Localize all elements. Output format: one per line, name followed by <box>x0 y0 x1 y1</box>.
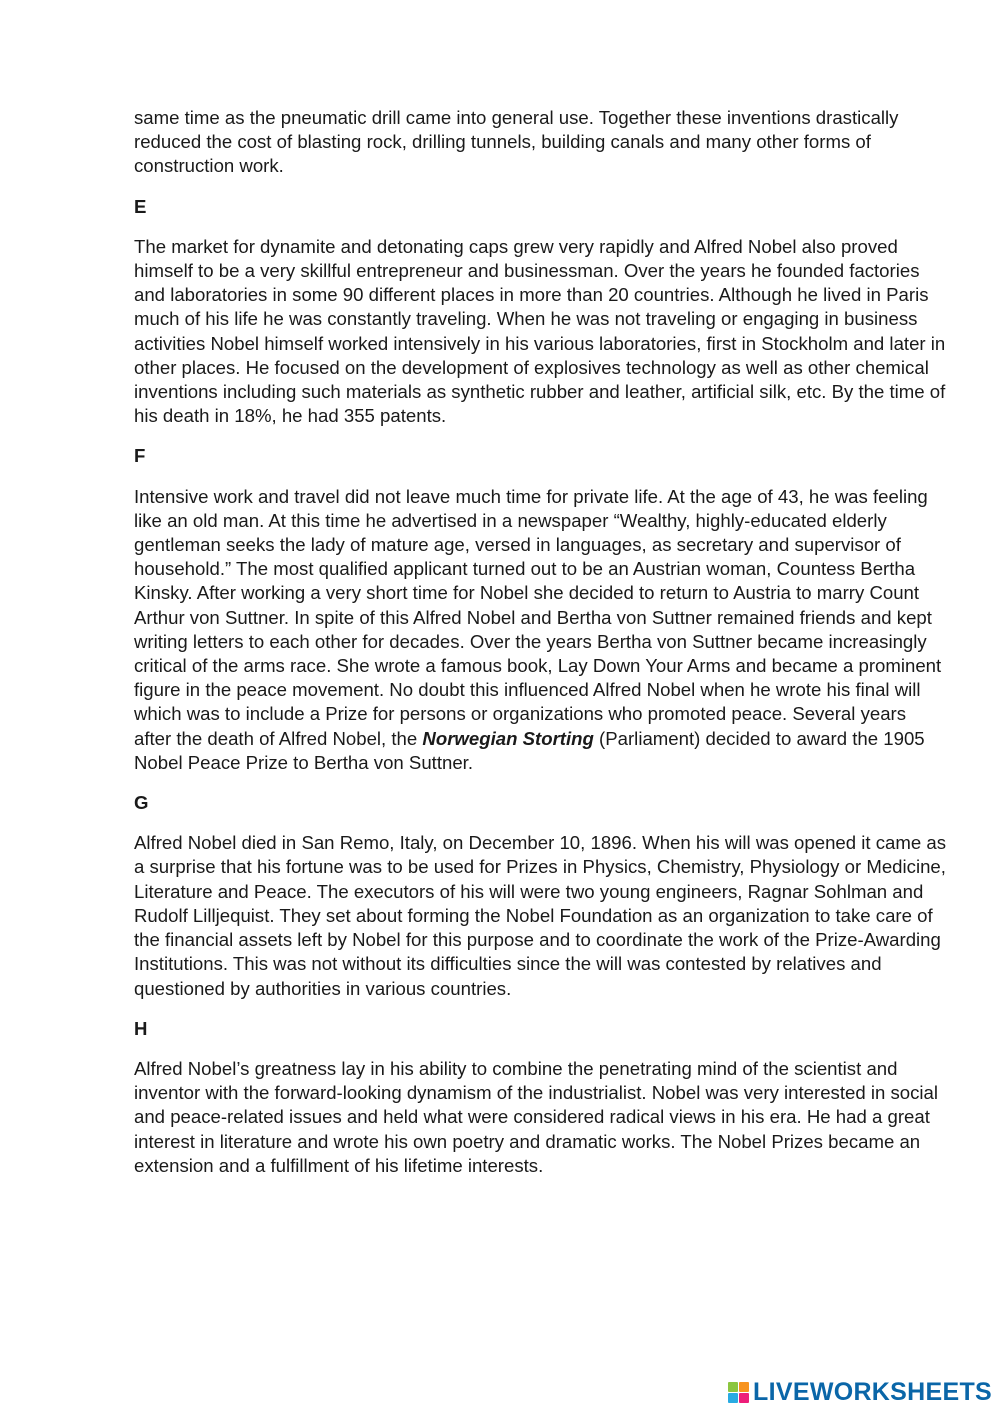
logo-square-green <box>728 1382 738 1392</box>
section-heading-h: H <box>134 1017 148 1039</box>
logo-text: LIVEWORKSHEETS <box>753 1378 992 1406</box>
section-heading-f: F <box>134 445 146 467</box>
logo-square-pink <box>739 1393 749 1403</box>
section-heading-g: G <box>134 792 149 814</box>
liveworksheets-logo-icon <box>728 1382 749 1403</box>
section-e-paragraph: The market for dynamite and detonating caps grew very rapidly and Alfred Nobel also proved himself to be a very skillful entrepreneur and businessman. Over the years he founded factories and laboratories in some 90 different places in more than 20 countries. Although he lived in Paris much of his life he was constantly traveling. When he was not traveling or engaging in business activities Nobel himself worked intensively in his various laboratories, first in Stockholm and later in other places. He focused on the development of explosives technology as well as other chemical inventions including such materials as synthetic rubber and leather, artificial silk, etc. By the time of his death in 18%, he had 355 patents. <box>134 235 946 427</box>
section-g-paragraph: Alfred Nobel died in San Remo, Italy, on December 10, 1896. When his will was opened it came as a surprise that his fortune was to be used for Prizes in Physics, Chemistry, Physiology or Medicine, Literature and Peace. The executors of his will were two young engineers, Ragnar Sohlman and Rudolf Lilljequist. They set about forming the Nobel Foundation as an organization to take care of the financial assets left by Nobel for this purpose and to coordinate the work of the Prize-Awarding Institutions. This was not without its difficulties since the will was contested by relatives and questioned by authorities in various countries. <box>134 832 947 999</box>
section-f-text-before: Intensive work and travel did not leave much time for private life. At the age of 43, he was feeling like an old man. At this time he advertised in a newspaper “Wealthy, highly-educated elderly gentleman seeks the lady of mature age, versed in languages, as secretary and supervisor of household.” The most qualified applicant turned out to be an Austrian woman, Countess Bertha Kinsky. After working a very short time for Nobel she decided to return to Austria to marry Count Arthur von Suttner. In spite of this Alfred Nobel and Bertha von Suttner remained friends and kept writing letters to each other for decades. Over the years Bertha von Suttner became increasingly critical of the arms race. She wrote a famous book, Lay Down Your Arms and became a prominent figure in the peace movement. No doubt this influenced Alfred Nobel when he wrote his final will which was to include a Prize for persons or organizations who promoted peace. Several years after the death of Alfred Nobel, the <box>134 485 942 749</box>
norwegian-storting-emphasis: Norwegian Storting <box>422 727 594 749</box>
logo-square-blue <box>728 1393 738 1403</box>
intro-paragraph: same time as the pneumatic drill came into general use. Together these inventions drastically reduced the cost of blasting rock, drilling tunnels, building canals and many other forms of construction work. <box>134 107 899 177</box>
liveworksheets-logo <box>728 1378 992 1407</box>
section-f-paragraph <box>134 485 946 775</box>
section-h-paragraph: Alfred Nobel’s greatness lay in his ability to combine the penetrating mind of the scientist and inventor with the forward-looking dynamism of the industrialist. Nobel was very interested in social and peace-related issues and held what were considered radical views in his era. He had a great interest in literature and wrote his own poetry and dramatic works. The Nobel Prizes became an extension and a fulfillment of his lifetime interests. <box>134 1057 939 1176</box>
section-heading-e: E <box>134 195 147 217</box>
document-body <box>134 106 946 1194</box>
section-f-text-after: (Parliament) decided to award the 1905 Nobel Peace Prize to Bertha von Suttner. <box>134 727 925 773</box>
logo-square-orange <box>739 1382 749 1392</box>
